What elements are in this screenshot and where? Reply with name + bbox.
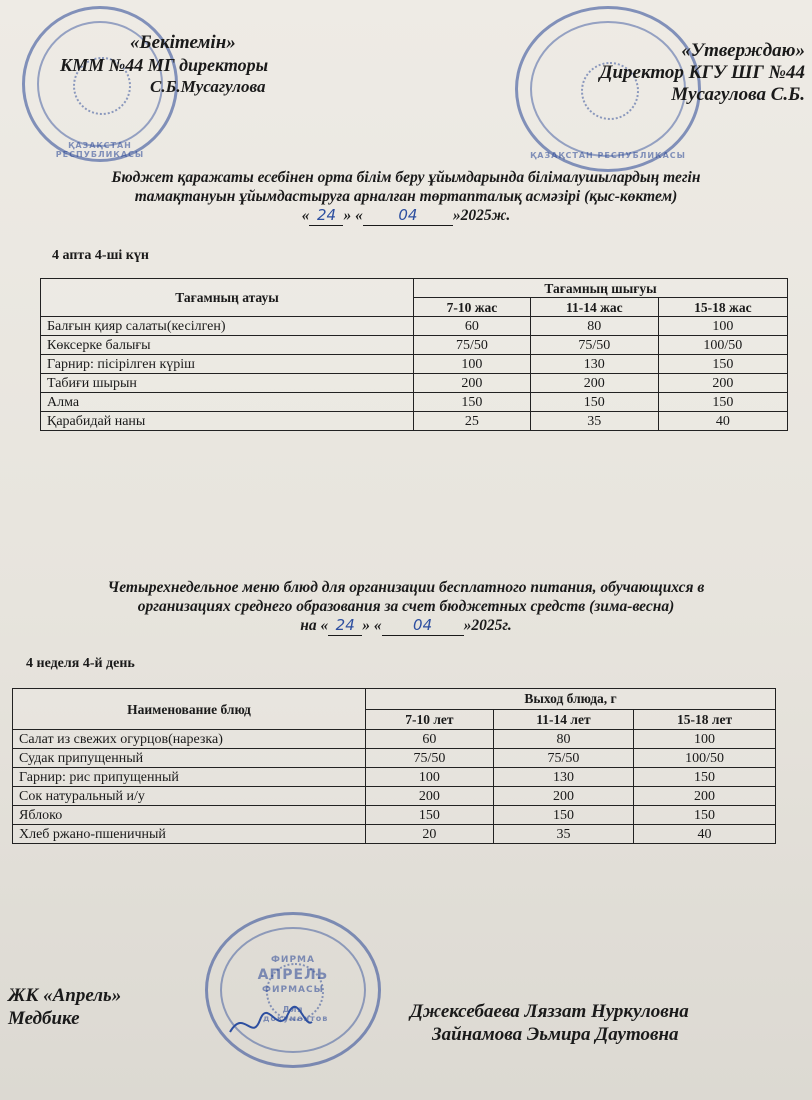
approval-block-ru xyxy=(555,40,805,106)
portion-value: 100/50 xyxy=(658,336,787,355)
date-mid: » « xyxy=(343,207,363,224)
title-line: организациях среднего образования за счет бюджетных средств (зима-весна) xyxy=(137,598,675,615)
portion-value: 80 xyxy=(493,730,633,749)
portion-value: 100 xyxy=(414,355,531,374)
portion-value: 100 xyxy=(634,730,776,749)
portion-value: 60 xyxy=(414,317,531,336)
dish-name: Балғын қияр салаты(кесілген) xyxy=(41,317,414,336)
date-month: 04 xyxy=(382,616,464,636)
date-mid: » « xyxy=(362,617,382,634)
column-header-output: Выход блюда, г xyxy=(366,689,776,710)
nurse-name-1: Джексебаева Ляззат Нуркуловна xyxy=(410,1001,689,1022)
approval-position: КММ №44 МГ директоры xyxy=(60,55,269,75)
portion-value: 130 xyxy=(493,768,633,787)
portion-value: 150 xyxy=(658,355,787,374)
date-close: »2025ж. xyxy=(452,207,511,224)
table-row xyxy=(13,825,776,844)
seal-sub-text: Для документов xyxy=(263,1005,329,1023)
column-header-name: Тағамның атауы xyxy=(41,279,414,317)
table-header-row xyxy=(41,279,788,298)
menu-title-ru xyxy=(0,578,812,636)
portion-value: 75/50 xyxy=(366,749,494,768)
approval-label: «Утверждаю» xyxy=(681,40,805,61)
dish-name: Қарабидай наны xyxy=(41,412,414,431)
portion-value: 200 xyxy=(414,374,531,393)
portion-value: 75/50 xyxy=(414,336,531,355)
table-row xyxy=(13,787,776,806)
portion-value: 200 xyxy=(658,374,787,393)
portion-value: 150 xyxy=(530,393,658,412)
portion-value: 100/50 xyxy=(634,749,776,768)
dish-name: Салат из свежих огурцов(нарезка) xyxy=(13,730,366,749)
table-header-row xyxy=(13,689,776,710)
table-row xyxy=(13,768,776,787)
seal-text: ҚАЗАҚСТАН РЕСПУБЛИКАСЫ xyxy=(530,151,686,160)
table-row xyxy=(13,749,776,768)
dish-name: Яблоко xyxy=(13,806,366,825)
table-row xyxy=(13,806,776,825)
dish-name: Табиғи шырын xyxy=(41,374,414,393)
table-row xyxy=(13,730,776,749)
seal-sub-text: ФИРМАСЫ xyxy=(262,985,324,995)
portion-value: 25 xyxy=(414,412,531,431)
org-name: ЖК «Апрель» xyxy=(8,985,122,1006)
signatory-org xyxy=(8,984,121,1030)
portion-value: 150 xyxy=(414,393,531,412)
portion-value: 100 xyxy=(658,317,787,336)
dish-name: Гарнир: пісірілген күріш xyxy=(41,355,414,374)
title-line: тамақтануын ұйымдастыруға арналған төртапталық асмәзірі (қыс-көктем) xyxy=(134,188,678,205)
column-header-age: 15-18 жас xyxy=(658,298,787,317)
approval-position: Директор КГУ ШГ №44 xyxy=(599,62,805,83)
signatory-names xyxy=(410,1000,689,1046)
date-day: 24 xyxy=(328,616,362,636)
column-header-age: 11-14 лет xyxy=(493,709,633,730)
day-label-ru: 4 неделя 4-й день xyxy=(26,656,135,671)
column-header-age: 7-10 жас xyxy=(414,298,531,317)
portion-value: 130 xyxy=(530,355,658,374)
table-row xyxy=(41,317,788,336)
menu-table-ru xyxy=(12,688,776,844)
approval-name: Мусагулова С.Б. xyxy=(671,84,805,105)
date-line xyxy=(0,206,812,226)
portion-value: 75/50 xyxy=(493,749,633,768)
approval-label: «Бекітемін» xyxy=(130,32,236,53)
portion-value: 150 xyxy=(634,768,776,787)
table-row xyxy=(41,374,788,393)
seal-main-text: АПРЕЛЬ xyxy=(257,967,329,983)
dish-name: Сок натуральный и/у xyxy=(13,787,366,806)
portion-value: 200 xyxy=(530,374,658,393)
dish-name: Алма xyxy=(41,393,414,412)
portion-value: 150 xyxy=(493,806,633,825)
portion-value: 150 xyxy=(634,806,776,825)
title-line: Четырехнедельное меню блюд для организации бесплатного питания, обучающихся в xyxy=(107,579,705,596)
title-line: Бюджет қаражаты есебінен орта білім беру ұйымдарында білімалушылардың тегін xyxy=(111,169,701,186)
menu-title-kz xyxy=(0,168,812,226)
portion-value: 200 xyxy=(634,787,776,806)
dish-name: Судак припущенный xyxy=(13,749,366,768)
nurse-name-2: Зайнамова Эьмира Даутовна xyxy=(432,1024,679,1045)
portion-value: 20 xyxy=(366,825,494,844)
table-row xyxy=(41,412,788,431)
approval-block-kz xyxy=(60,32,360,98)
dish-name: Хлеб ржано-пшеничный xyxy=(13,825,366,844)
portion-value: 60 xyxy=(366,730,494,749)
portion-value: 40 xyxy=(658,412,787,431)
approval-name: С.Б.Мусагулова xyxy=(150,77,266,96)
menu-table-kz xyxy=(40,278,788,431)
column-header-age: 11-14 жас xyxy=(530,298,658,317)
date-day: 24 xyxy=(309,206,343,226)
column-header-name: Наименование блюд xyxy=(13,689,366,730)
portion-value: 150 xyxy=(366,806,494,825)
date-month: 04 xyxy=(363,206,453,226)
column-header-age: 7-10 лет xyxy=(366,709,494,730)
dish-name: Көксерке балығы xyxy=(41,336,414,355)
portion-value: 200 xyxy=(493,787,633,806)
portion-value: 150 xyxy=(658,393,787,412)
handwritten-signature xyxy=(226,1002,316,1046)
column-header-output: Тағамның шығуы xyxy=(414,279,788,298)
table-row xyxy=(41,393,788,412)
dish-name: Гарнир: рис припущенный xyxy=(13,768,366,787)
portion-value: 75/50 xyxy=(530,336,658,355)
portion-value: 200 xyxy=(366,787,494,806)
date-open: « xyxy=(301,207,310,224)
portion-value: 80 xyxy=(530,317,658,336)
day-label-kz: 4 апта 4-ші күн xyxy=(52,248,149,263)
date-open: на « xyxy=(300,617,329,634)
date-line xyxy=(0,616,812,636)
table-row xyxy=(41,336,788,355)
column-header-age: 15-18 лет xyxy=(634,709,776,730)
seal-text: ҚАЗАҚСТАН РЕСПУБЛИКАСЫ xyxy=(55,141,145,159)
portion-value: 40 xyxy=(634,825,776,844)
role-label: Медбике xyxy=(8,1008,80,1029)
date-close: »2025г. xyxy=(463,617,512,634)
seal-sub-text: ФИРМА xyxy=(271,955,315,965)
portion-value: 35 xyxy=(530,412,658,431)
portion-value: 100 xyxy=(366,768,494,787)
table-row xyxy=(41,355,788,374)
portion-value: 35 xyxy=(493,825,633,844)
